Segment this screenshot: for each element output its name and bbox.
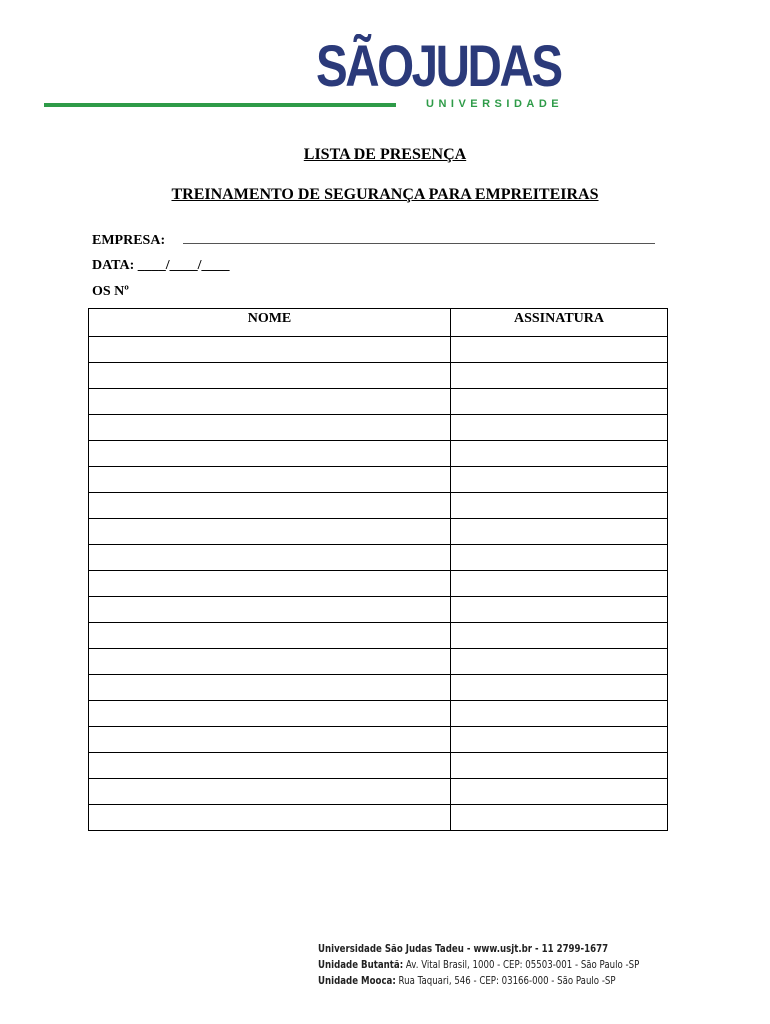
nome-cell[interactable] bbox=[89, 467, 451, 493]
assinatura-cell[interactable] bbox=[451, 727, 668, 753]
nome-cell[interactable] bbox=[89, 727, 451, 753]
footer-line-2 bbox=[318, 957, 639, 973]
nome-cell[interactable] bbox=[89, 519, 451, 545]
university-logo bbox=[316, 34, 614, 110]
assinatura-cell[interactable] bbox=[451, 441, 668, 467]
assinatura-cell[interactable] bbox=[451, 415, 668, 441]
logo-subtitle: UNIVERSIDADE bbox=[426, 98, 564, 110]
data-label: DATA: bbox=[92, 258, 135, 273]
assinatura-cell[interactable] bbox=[451, 571, 668, 597]
nome-cell[interactable] bbox=[89, 415, 451, 441]
footer-address bbox=[318, 941, 639, 989]
nome-cell[interactable] bbox=[89, 545, 451, 571]
attendance-table bbox=[88, 308, 668, 831]
assinatura-cell[interactable] bbox=[451, 805, 668, 831]
nome-cell[interactable] bbox=[89, 753, 451, 779]
table-row bbox=[89, 545, 668, 571]
page-subtitle: TREINAMENTO DE SEGURANÇA PARA EMPREITEIRAS bbox=[171, 186, 599, 203]
nome-cell[interactable] bbox=[89, 441, 451, 467]
assinatura-cell[interactable] bbox=[451, 389, 668, 415]
header-assinatura: ASSINATURA bbox=[451, 309, 668, 337]
assinatura-cell[interactable] bbox=[451, 519, 668, 545]
nome-cell[interactable] bbox=[89, 363, 451, 389]
header-divider bbox=[44, 103, 396, 107]
table-row bbox=[89, 623, 668, 649]
table-row bbox=[89, 597, 668, 623]
table-header-row bbox=[89, 309, 668, 337]
assinatura-cell[interactable] bbox=[451, 363, 668, 389]
table-row bbox=[89, 337, 668, 363]
table-row bbox=[89, 493, 668, 519]
footer-line-3 bbox=[318, 973, 639, 989]
table-row bbox=[89, 389, 668, 415]
page-title: LISTA DE PRESENÇA bbox=[303, 146, 467, 163]
empresa-field bbox=[92, 233, 655, 249]
os-label: OS Nº bbox=[92, 284, 129, 299]
nome-cell[interactable] bbox=[89, 337, 451, 363]
nome-cell[interactable] bbox=[89, 493, 451, 519]
table-row bbox=[89, 649, 668, 675]
nome-cell[interactable] bbox=[89, 571, 451, 597]
assinatura-cell[interactable] bbox=[451, 753, 668, 779]
assinatura-cell[interactable] bbox=[451, 675, 668, 701]
table-row bbox=[89, 701, 668, 727]
nome-cell[interactable] bbox=[89, 779, 451, 805]
table-row bbox=[89, 753, 668, 779]
table-row bbox=[89, 675, 668, 701]
footer-butanta-address: Av. Vital Brasil, 1000 - CEP: 05503-001 - São Paulo -SP bbox=[403, 959, 640, 971]
footer-butanta-label: Unidade Butantã: bbox=[318, 959, 404, 971]
table-row bbox=[89, 779, 668, 805]
footer-university: Universidade São Judas Tadeu - www.usjt.br - 11 2799-1677 bbox=[318, 943, 609, 955]
nome-cell[interactable] bbox=[89, 649, 451, 675]
table-row bbox=[89, 441, 668, 467]
data-field bbox=[92, 258, 230, 274]
footer-line-1 bbox=[318, 941, 639, 957]
footer-mooca-label: Unidade Mooca: bbox=[318, 975, 396, 987]
table-row bbox=[89, 415, 668, 441]
assinatura-cell[interactable] bbox=[451, 467, 668, 493]
empresa-label: EMPRESA: bbox=[92, 233, 166, 248]
assinatura-cell[interactable] bbox=[451, 779, 668, 805]
nome-cell[interactable] bbox=[89, 805, 451, 831]
nome-cell[interactable] bbox=[89, 675, 451, 701]
nome-cell[interactable] bbox=[89, 701, 451, 727]
assinatura-cell[interactable] bbox=[451, 649, 668, 675]
empresa-blank-line[interactable] bbox=[183, 243, 655, 244]
assinatura-cell[interactable] bbox=[451, 597, 668, 623]
table-row bbox=[89, 571, 668, 597]
nome-cell[interactable] bbox=[89, 597, 451, 623]
table-row bbox=[89, 805, 668, 831]
header-nome: NOME bbox=[89, 309, 451, 337]
logo-wordmark: SÃOJUDAS bbox=[316, 34, 561, 99]
table-row bbox=[89, 467, 668, 493]
data-blank[interactable]: ____/____/____ bbox=[137, 258, 230, 273]
table-row bbox=[89, 727, 668, 753]
assinatura-cell[interactable] bbox=[451, 493, 668, 519]
table-row bbox=[89, 519, 668, 545]
assinatura-cell[interactable] bbox=[451, 337, 668, 363]
assinatura-cell[interactable] bbox=[451, 701, 668, 727]
table-row bbox=[89, 363, 668, 389]
nome-cell[interactable] bbox=[89, 389, 451, 415]
assinatura-cell[interactable] bbox=[451, 623, 668, 649]
os-field bbox=[92, 284, 129, 300]
footer-mooca-address: Rua Taquari, 546 - CEP: 03166-000 - São Paulo -SP bbox=[395, 975, 616, 987]
assinatura-cell[interactable] bbox=[451, 545, 668, 571]
nome-cell[interactable] bbox=[89, 623, 451, 649]
